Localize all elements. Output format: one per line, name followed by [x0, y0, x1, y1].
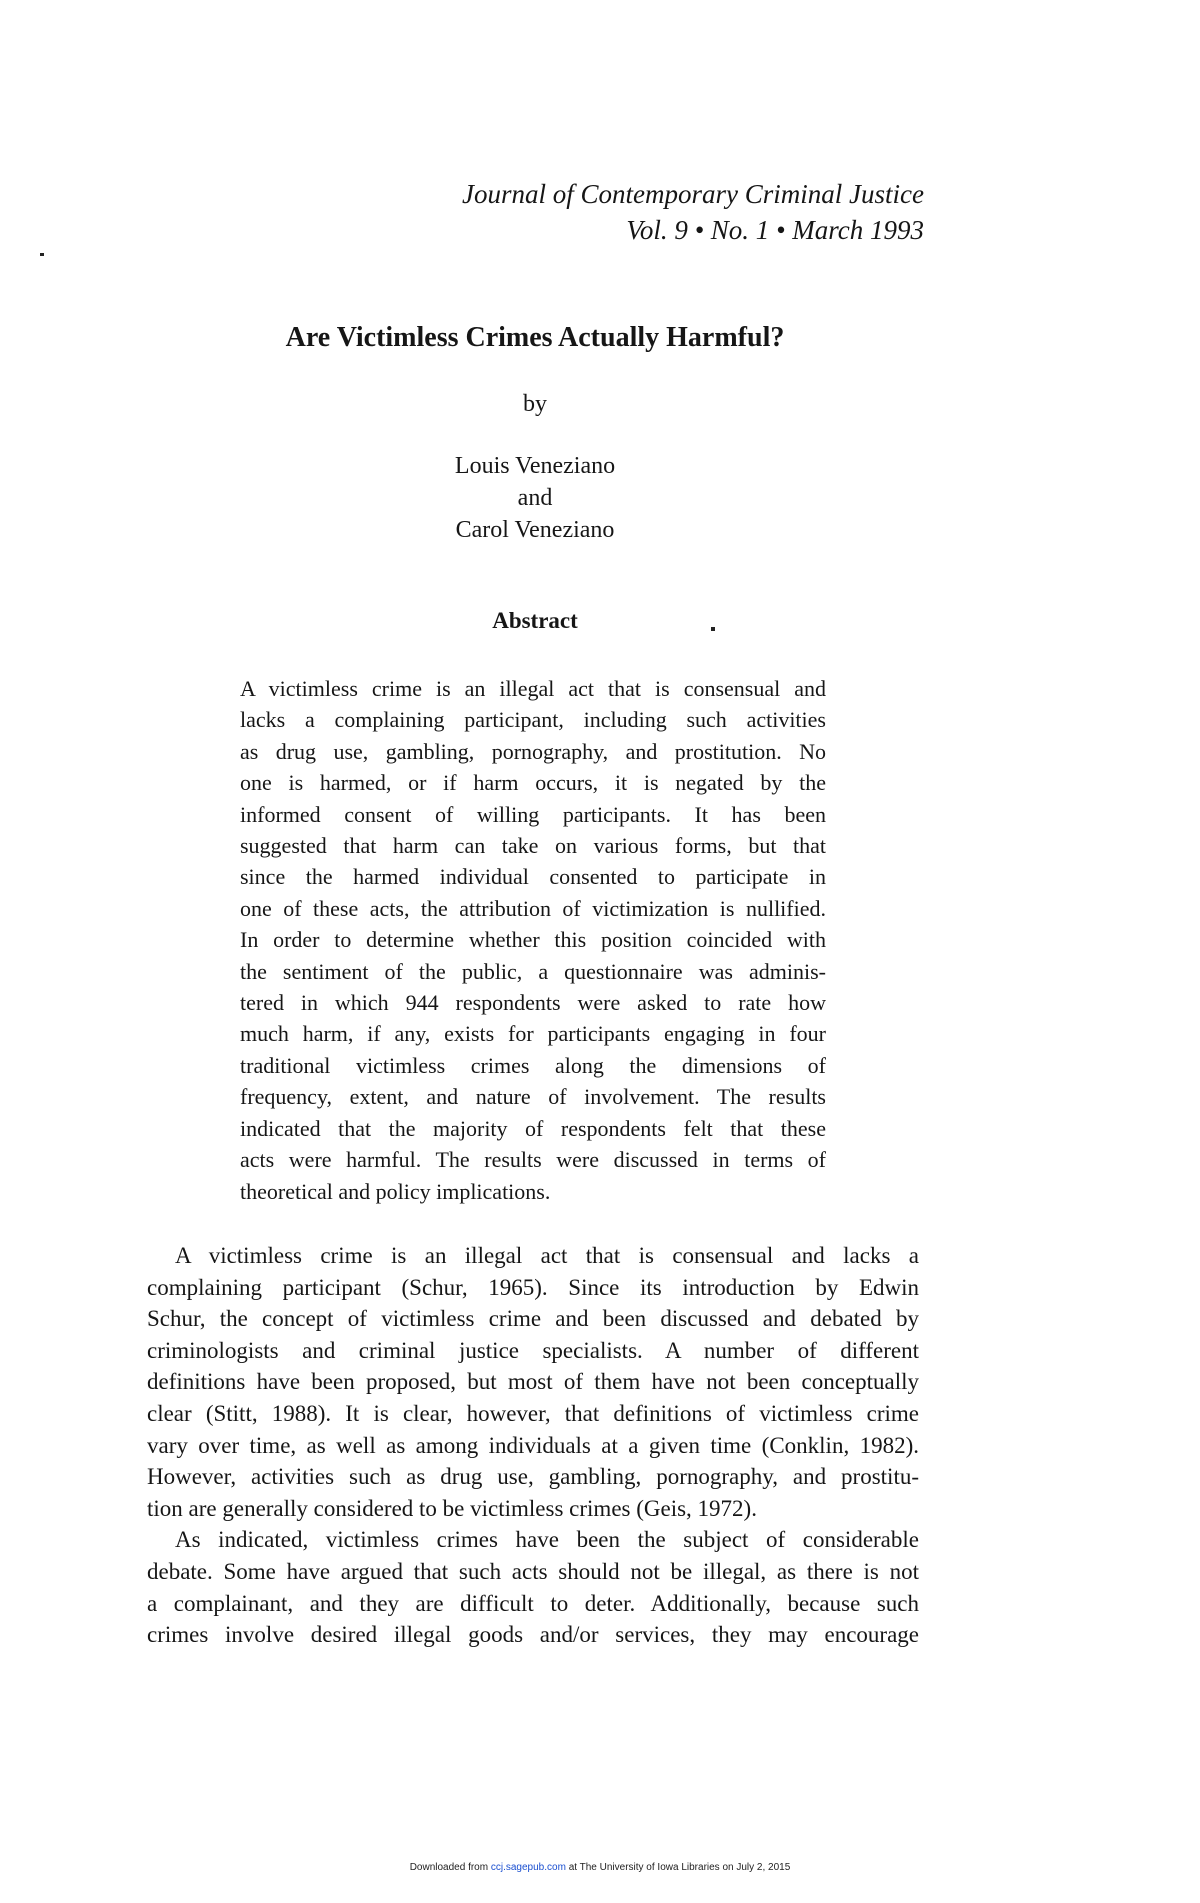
abstract-text — [240, 673, 826, 1207]
author-name: Louis Veneziano — [454, 453, 616, 479]
abstract-line: In order to determine whether this position coincided with — [240, 927, 826, 953]
paragraph-line: complaining participant (Schur, 1965). Since its introduction by Edwin — [147, 1274, 919, 1300]
abstract-line: one is harmed, or if harm occurs, it is negated by the — [240, 770, 826, 796]
abstract-line: informed consent of willing participants. It has been — [240, 801, 826, 827]
author-conjunction: and — [517, 485, 553, 511]
author-name: Carol Veneziano — [455, 517, 615, 543]
article-title: Are Victimless Crimes Actually Harmful? — [285, 322, 785, 353]
body-text — [147, 1240, 919, 1651]
paragraph-line: As indicated, victimless crimes have been the subject of considerable — [175, 1527, 919, 1553]
paragraph-line: A victimless crime is an illegal act that is consensual and lacks a — [175, 1243, 919, 1268]
paragraph-line: crimes involve desired illegal goods and/or services, they may encourage — [147, 1622, 919, 1648]
abstract-heading: Abstract — [492, 608, 578, 633]
paragraph-line: clear (Stitt, 1988). It is clear, however, that definitions of victimless crime — [147, 1400, 919, 1426]
footer-prefix: Downloaded from — [409, 1862, 489, 1873]
abstract-line: frequency, extent, and nature of involvement. The results — [240, 1084, 826, 1110]
abstract-line: suggested that harm can take on various forms, but that — [240, 833, 826, 859]
abstract-line: A victimless crime is an illegal act that is consensual and — [240, 676, 826, 701]
abstract-line: since the harmed individual consented to participate in — [240, 864, 826, 890]
abstract-line: the sentiment of the public, a questionnaire was adminis- — [240, 958, 826, 984]
abstract-line: lacks a complaining participant, including such activities — [240, 707, 826, 733]
abstract-line: indicated that the majority of respondents felt that these — [240, 1115, 826, 1141]
abstract-line: theoretical and policy implications. — [240, 1178, 551, 1204]
abstract-line: one of these acts, the attribution of victimization is nullified. — [240, 895, 826, 921]
footer-link[interactable]: ccj.sagepub.com — [490, 1862, 566, 1873]
abstract-line: tered in which 944 respondents were asked to rate how — [240, 990, 826, 1016]
byline: by — [523, 391, 547, 417]
abstract-line: as drug use, gambling, pornography, and prostitution. No — [240, 738, 826, 764]
scan-speck — [40, 253, 44, 256]
paragraph-line: a complainant, and they are difficult to deter. Additionally, because such — [147, 1590, 919, 1616]
download-footer — [0, 1862, 1200, 1873]
paragraph-line: criminologists and criminal justice specialists. A number of different — [147, 1337, 919, 1363]
paragraph-line: definitions have been proposed, but most of them have not been conceptually — [147, 1369, 919, 1395]
paragraph-line: Schur, the concept of victimless crime and been discussed and debated by — [147, 1306, 919, 1332]
paragraph-line: However, activities such as drug use, gambling, pornography, and prostitu- — [147, 1464, 919, 1490]
author-list — [0, 450, 1070, 546]
journal-name: Journal of Contemporary Criminal Justice — [462, 179, 924, 209]
journal-header — [462, 176, 924, 248]
paragraph-line: vary over time, as well as among individuals at a given time (Conklin, 1982). — [147, 1432, 919, 1458]
abstract-line: traditional victimless crimes along the dimensions of — [240, 1052, 826, 1078]
journal-issue: Vol. 9 • No. 1 • March 1993 — [626, 215, 924, 245]
paragraph-line: debate. Some have argued that such acts should not be illegal, as there is not — [147, 1558, 919, 1584]
abstract-line: acts were harmful. The results were discussed in terms of — [240, 1147, 826, 1173]
abstract-line: much harm, if any, exists for participants engaging in four — [240, 1021, 826, 1047]
footer-suffix: at The University of Iowa Libraries on July 2, 2015 — [568, 1862, 791, 1873]
paragraph-line: tion are generally considered to be victimless crimes (Geis, 1972). — [147, 1495, 757, 1521]
